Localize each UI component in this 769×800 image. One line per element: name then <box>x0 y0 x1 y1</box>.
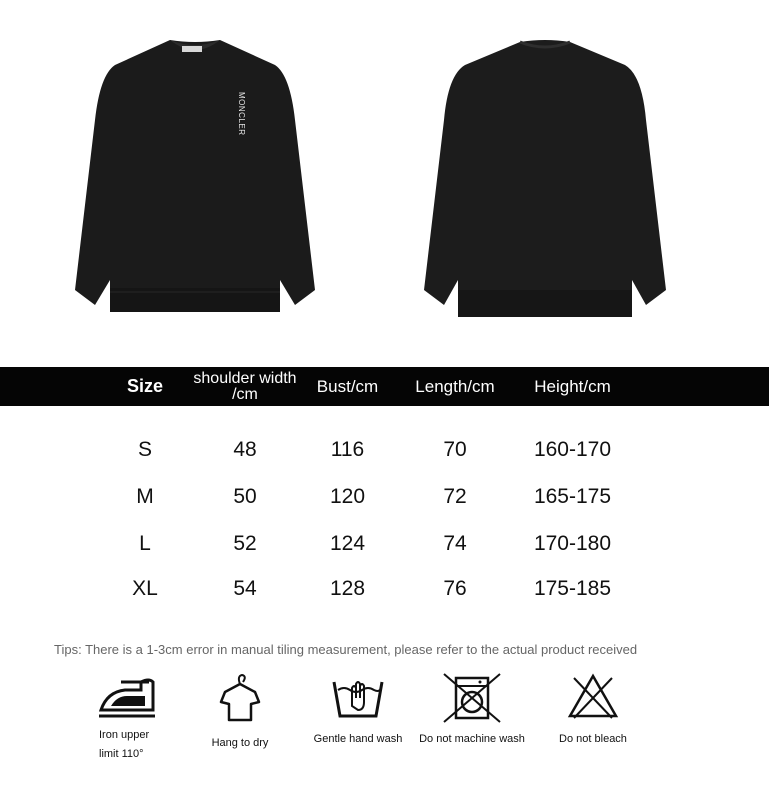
care-label: Hang to dry <box>211 737 269 749</box>
size-cell: M <box>136 485 154 508</box>
header-bust: Bust/cm <box>316 377 379 396</box>
length-cell: 72 <box>443 485 467 508</box>
size-chart-header <box>0 367 769 406</box>
sweatshirt-back-image <box>420 30 670 320</box>
care-item-no-bleach <box>533 672 653 749</box>
bust-cell: 120 <box>329 485 366 508</box>
table-row <box>0 477 769 517</box>
header-length: Length/cm <box>415 377 495 396</box>
care-item-iron <box>67 672 187 764</box>
length-cell: 76 <box>443 577 467 600</box>
care-label: Do not machine wash <box>419 733 525 745</box>
care-item-hang-dry <box>180 672 300 753</box>
height-cell: 175-185 <box>533 577 612 600</box>
shoulder-cell: 54 <box>233 577 257 600</box>
care-label-line-1: Iron upper <box>99 729 150 741</box>
table-row <box>0 430 769 470</box>
height-cell: 170-180 <box>533 532 612 555</box>
height-cell: 165-175 <box>533 485 612 508</box>
hand-wash-icon <box>330 672 386 720</box>
size-cell: L <box>139 532 151 555</box>
no-machine-wash-icon <box>442 672 502 724</box>
care-item-no-machine-wash <box>412 672 532 749</box>
hang-dry-icon <box>215 672 265 724</box>
bust-cell: 128 <box>329 577 366 600</box>
length-cell: 74 <box>443 532 467 555</box>
product-photos <box>0 0 769 365</box>
no-bleach-icon <box>566 672 620 722</box>
table-row <box>0 569 769 609</box>
shoulder-cell: 50 <box>233 485 257 508</box>
header-size: Size <box>126 376 164 396</box>
length-cell: 70 <box>443 438 467 461</box>
table-row <box>0 524 769 564</box>
shoulder-cell: 48 <box>233 438 257 461</box>
care-label: Do not bleach <box>559 733 627 745</box>
height-cell: 160-170 <box>533 438 612 461</box>
care-label <box>67 726 187 764</box>
sweatshirt-front-image <box>70 30 320 315</box>
tips-text: Tips: There is a 1-3cm error in manual tiling measurement, please refer to the actual product received <box>54 642 638 657</box>
size-cell: XL <box>132 577 158 600</box>
care-label: Gentle hand wash <box>313 733 403 745</box>
header-shoulder-width: shoulder width /cm <box>193 369 297 403</box>
bust-cell: 124 <box>329 532 366 555</box>
care-label-line-2: limit 110° <box>99 748 144 760</box>
care-item-hand-wash <box>298 672 418 749</box>
brand-print: MONCLER <box>237 92 246 136</box>
iron-icon <box>97 672 157 720</box>
header-height: Height/cm <box>534 377 611 396</box>
bust-cell: 116 <box>330 438 365 461</box>
shoulder-cell: 52 <box>233 532 257 555</box>
size-cell: S <box>137 438 152 461</box>
